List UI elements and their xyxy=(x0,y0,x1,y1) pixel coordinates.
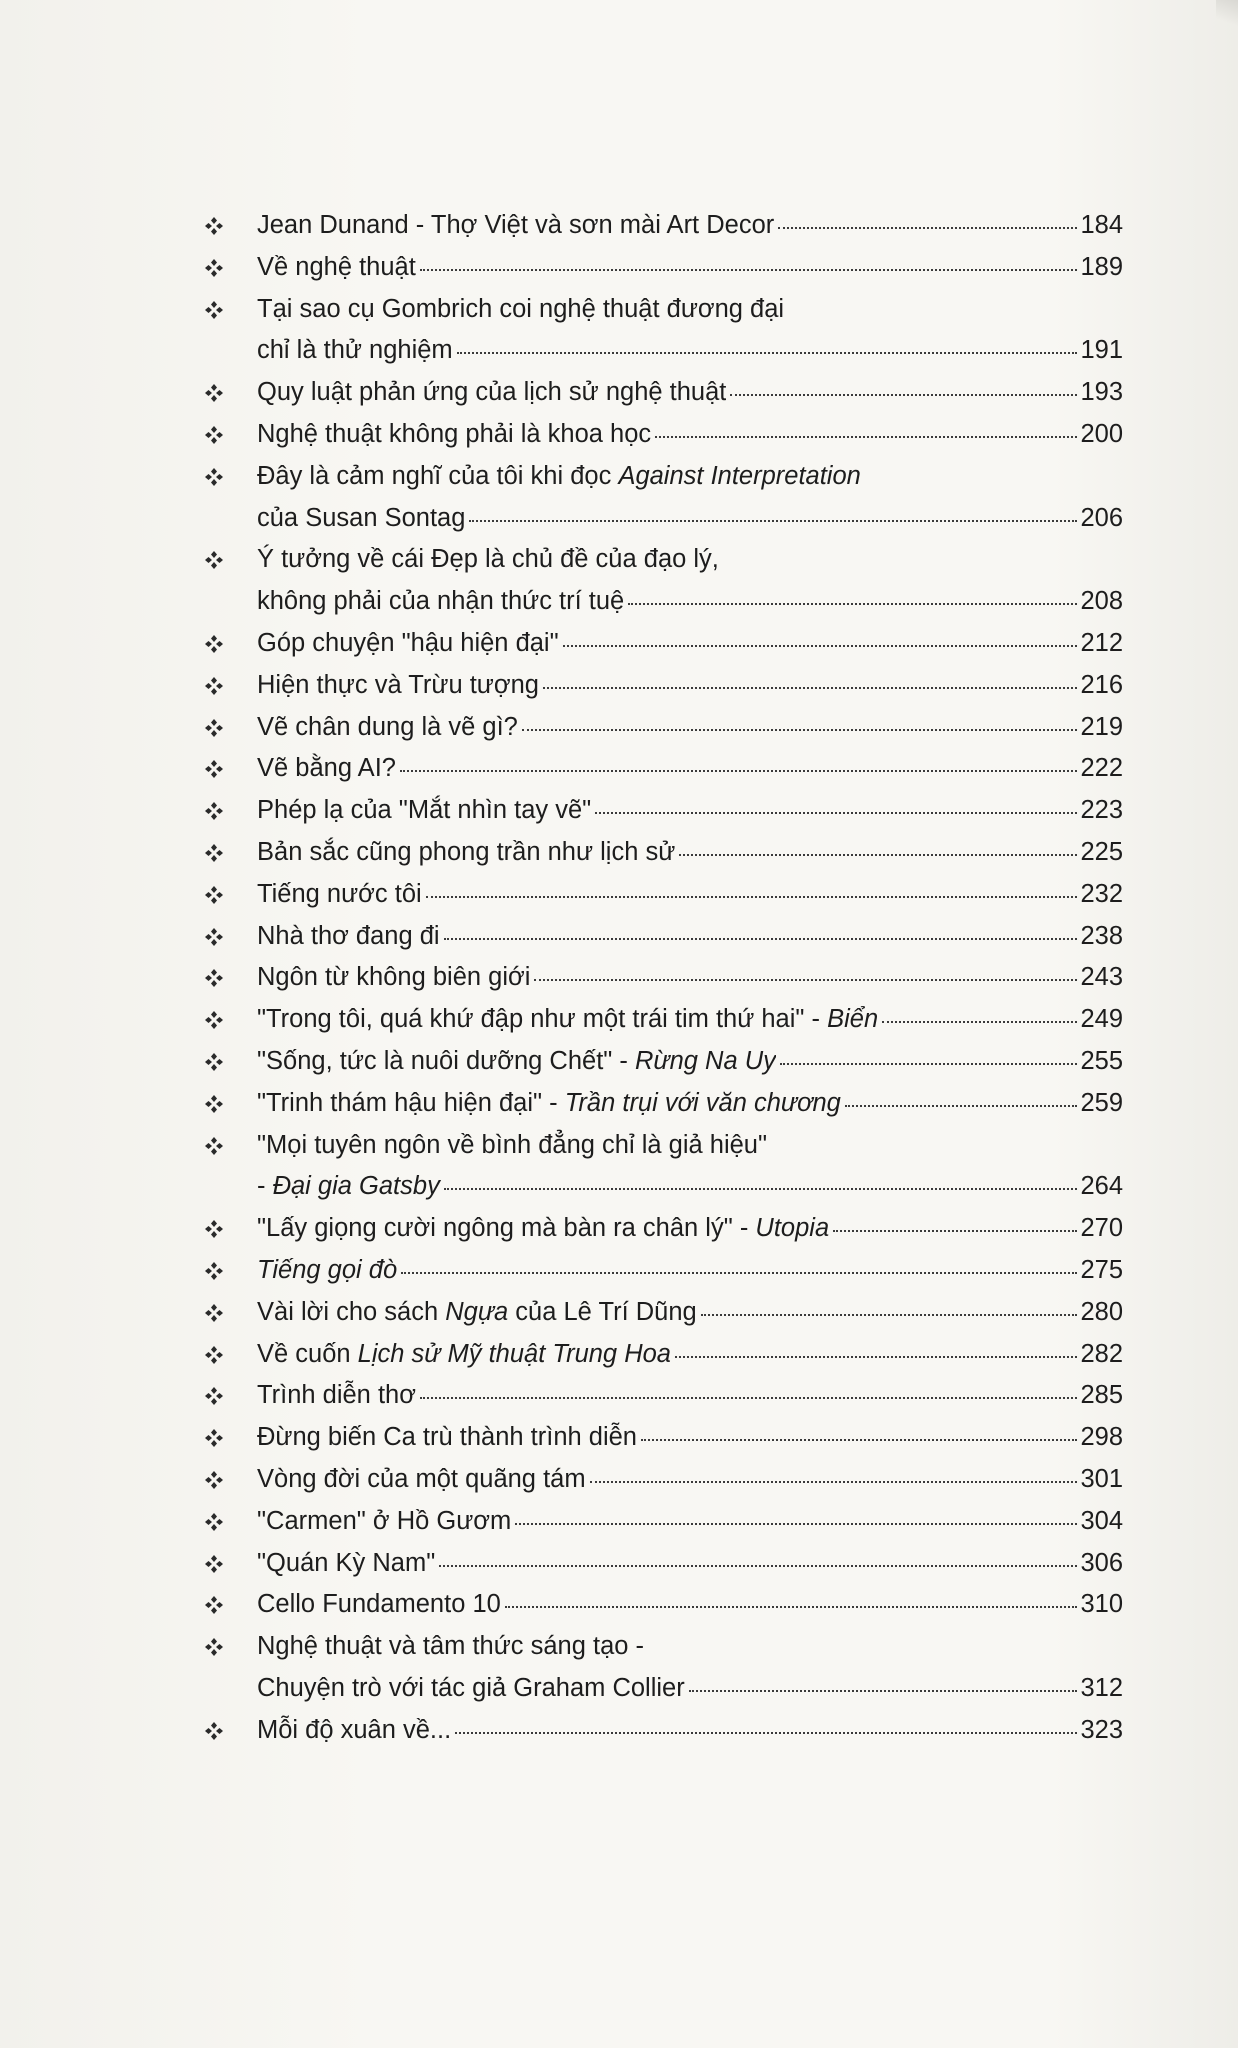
toc-title-text: "Sống, tức là nuôi dưỡng Chết" - xyxy=(257,1046,635,1075)
dot-leader xyxy=(701,1313,1078,1316)
dot-leader xyxy=(505,1605,1078,1608)
four-diamond-bullet-icon xyxy=(205,677,223,695)
toc-entry-title xyxy=(205,790,591,832)
page-corner-shadow xyxy=(1216,0,1238,30)
toc-title-text: Đừng biến Ca trù thành trình diễn xyxy=(257,1423,637,1452)
toc-entry-title xyxy=(205,1375,416,1417)
dot-leader xyxy=(420,268,1078,271)
toc-entry-title-line xyxy=(205,665,1123,707)
four-diamond-bullet-icon xyxy=(205,1596,223,1614)
toc-entry-title xyxy=(205,1334,671,1376)
toc-title-italic-text: Lịch sử Mỹ thuật Trung Hoa xyxy=(357,1339,671,1368)
toc-entry-title xyxy=(205,916,440,958)
toc-title-text: Nhà thơ đang đi xyxy=(257,921,440,950)
four-diamond-bullet-icon xyxy=(205,1387,223,1405)
toc-entry-title-line xyxy=(205,1083,1123,1125)
page-number: 249 xyxy=(1080,1005,1123,1034)
dot-leader xyxy=(590,1480,1078,1483)
toc-title-italic-text: Tiếng gọi đò xyxy=(257,1255,398,1284)
toc-title-text: của Susan Sontag xyxy=(257,503,466,532)
page-number: 306 xyxy=(1080,1548,1123,1577)
page-number: 312 xyxy=(1080,1673,1123,1702)
dot-leader xyxy=(543,686,1077,689)
toc-title-text: Góp chuyện "hậu hiện đại" xyxy=(257,628,559,657)
toc-title-text: "Mọi tuyên ngôn về bình đẳng chỉ là giả hiệu" xyxy=(257,1130,768,1159)
four-diamond-bullet-icon xyxy=(205,928,223,946)
toc-entry-title xyxy=(205,707,518,749)
four-diamond-bullet-icon xyxy=(205,1053,223,1071)
page-number: 184 xyxy=(1080,211,1123,239)
toc-title-text: - xyxy=(257,1172,273,1201)
toc-entry-title xyxy=(205,1208,829,1250)
toc-entry-title xyxy=(205,205,774,247)
dot-leader xyxy=(845,1104,1078,1107)
toc-entry-title-line xyxy=(205,1208,1123,1250)
toc-entry-title-line xyxy=(205,247,1123,289)
page-number: 216 xyxy=(1080,670,1123,699)
toc-title-text: chỉ là thử nghiệm xyxy=(257,336,453,365)
four-diamond-bullet-icon xyxy=(205,1471,223,1489)
toc-entry-title-line xyxy=(205,456,1123,498)
page-number: 222 xyxy=(1080,754,1123,783)
toc-entry xyxy=(205,1417,1123,1459)
toc-entry xyxy=(205,539,1123,623)
toc-title-text: Nghệ thuật và tâm thức sáng tạo - xyxy=(257,1632,645,1661)
toc-entry-title xyxy=(205,289,784,331)
toc-entry xyxy=(205,1334,1123,1376)
dot-leader xyxy=(679,853,1077,856)
page-number: 280 xyxy=(1080,1297,1123,1326)
toc-entry xyxy=(205,1250,1123,1292)
page-number: 270 xyxy=(1080,1214,1123,1243)
toc-entry-title xyxy=(205,1125,767,1167)
four-diamond-bullet-icon xyxy=(205,1220,223,1238)
toc-entry-title xyxy=(205,1501,511,1543)
toc-title-text: Vài lời cho sách xyxy=(257,1297,446,1326)
toc-entry xyxy=(205,456,1123,540)
dot-leader xyxy=(780,1062,1078,1065)
toc-entry-title-line xyxy=(205,205,1123,247)
toc-entry xyxy=(205,1125,1123,1209)
toc-title-text: Đây là cảm nghĩ của tôi khi đọc xyxy=(257,461,619,490)
toc-entry-continuation-line xyxy=(205,1668,1123,1710)
toc-entry-title-line xyxy=(205,1543,1123,1585)
toc-entry-title xyxy=(205,456,861,498)
toc-entry-title xyxy=(205,1417,637,1459)
toc-entry-title xyxy=(205,1668,685,1710)
dot-leader xyxy=(778,226,1077,229)
four-diamond-bullet-icon xyxy=(205,1555,223,1573)
dot-leader xyxy=(641,1438,1077,1441)
dot-leader xyxy=(675,1355,1077,1358)
toc-entry-title xyxy=(205,874,422,916)
four-diamond-bullet-icon xyxy=(205,1304,223,1322)
toc-entry xyxy=(205,665,1123,707)
four-diamond-bullet-icon xyxy=(205,259,223,277)
toc-entry-title xyxy=(205,1292,697,1334)
toc-entry-title-line xyxy=(205,707,1123,749)
four-diamond-bullet-icon xyxy=(205,1095,223,1113)
toc-title-text: Tại sao cụ Gombrich coi nghệ thuật đương đại xyxy=(257,294,785,323)
toc-title-text: "Carmen" ở Hồ Gươm xyxy=(257,1506,512,1535)
toc-entry-title-line xyxy=(205,790,1123,832)
toc-title-text: Cello Fundamento 10 xyxy=(257,1590,501,1619)
toc-entry-title-line xyxy=(205,539,1123,581)
toc-title-italic-text: Rừng Na Uy xyxy=(635,1046,776,1075)
toc-entry xyxy=(205,790,1123,832)
toc-entry xyxy=(205,289,1123,373)
toc-entry xyxy=(205,1041,1123,1083)
toc-title-text: Hiện thực và Trừu tượng xyxy=(257,670,539,699)
toc-entry-title xyxy=(205,1250,397,1292)
toc-entry-title-line xyxy=(205,999,1123,1041)
toc-entry-title-line xyxy=(205,1710,1123,1752)
dot-leader xyxy=(439,1564,1077,1567)
page-number: 200 xyxy=(1080,419,1123,448)
toc-entry-title xyxy=(205,539,719,581)
dot-leader xyxy=(444,1187,1078,1190)
toc-entry-continuation-line xyxy=(205,1166,1123,1208)
toc-title-text: Ngôn từ không biên giới xyxy=(257,963,531,992)
toc-title-text: Ý tưởng về cái Đẹp là chủ đề của đạo lý, xyxy=(257,545,719,574)
toc-entry-title-line xyxy=(205,414,1123,456)
toc-entry xyxy=(205,1292,1123,1334)
toc-entry-title xyxy=(205,1710,451,1752)
page-number: 212 xyxy=(1080,628,1123,657)
page-number: 225 xyxy=(1080,837,1123,866)
toc-entry-title-line xyxy=(205,289,1123,331)
toc-entry-title xyxy=(205,1459,586,1501)
four-diamond-bullet-icon xyxy=(205,1429,223,1447)
four-diamond-bullet-icon xyxy=(205,844,223,862)
toc-title-italic-text: Biển xyxy=(827,1005,879,1034)
four-diamond-bullet-icon xyxy=(205,635,223,653)
toc-title-text: Bản sắc cũng phong trần như lịch sử xyxy=(257,837,676,866)
dot-leader xyxy=(833,1229,1077,1232)
toc-entry-title-line xyxy=(205,1375,1123,1417)
toc-title-text: "Trinh thám hậu hiện đại" - xyxy=(257,1088,565,1117)
page-number: 191 xyxy=(1080,336,1123,365)
toc-title-text: Trình diễn thơ xyxy=(257,1381,416,1410)
toc-title-text: Về nghệ thuật xyxy=(257,252,416,281)
four-diamond-bullet-icon xyxy=(205,719,223,737)
toc-title-text: Về cuốn xyxy=(257,1339,358,1368)
toc-title-italic-text: Utopia xyxy=(755,1214,830,1243)
table-of-contents xyxy=(205,205,1123,1751)
toc-entry-continuation-line xyxy=(205,498,1123,540)
page-number: 243 xyxy=(1080,963,1123,992)
four-diamond-bullet-icon xyxy=(205,384,223,402)
toc-entry-title-line xyxy=(205,372,1123,414)
toc-entry xyxy=(205,1375,1123,1417)
dot-leader xyxy=(515,1522,1077,1525)
page-number: 282 xyxy=(1080,1339,1123,1368)
page-number: 208 xyxy=(1080,587,1123,616)
toc-entry-title xyxy=(205,581,624,623)
dot-leader xyxy=(420,1396,1078,1399)
page-number: 298 xyxy=(1080,1423,1123,1452)
dot-leader xyxy=(628,602,1077,605)
toc-title-text: Vẽ chân dung là vẽ gì? xyxy=(257,712,518,741)
toc-entry-title-line xyxy=(205,748,1123,790)
toc-entry xyxy=(205,623,1123,665)
toc-entry xyxy=(205,874,1123,916)
toc-entry-title xyxy=(205,832,675,874)
toc-title-text: Vẽ bằng AI? xyxy=(257,754,396,783)
toc-entry xyxy=(205,372,1123,414)
four-diamond-bullet-icon xyxy=(205,426,223,444)
toc-entry-title xyxy=(205,957,530,999)
toc-entry-title xyxy=(205,372,726,414)
four-diamond-bullet-icon xyxy=(205,217,223,235)
toc-entry xyxy=(205,1459,1123,1501)
toc-entry-title xyxy=(205,414,651,456)
toc-entry-title xyxy=(205,498,465,540)
four-diamond-bullet-icon xyxy=(205,886,223,904)
toc-entry-title-line xyxy=(205,1334,1123,1376)
page-number: 206 xyxy=(1080,503,1123,532)
toc-entry-title-line xyxy=(205,916,1123,958)
toc-entry-title-line xyxy=(205,1125,1123,1167)
toc-entry xyxy=(205,1626,1123,1710)
four-diamond-bullet-icon xyxy=(205,1346,223,1364)
four-diamond-bullet-icon xyxy=(205,1011,223,1029)
toc-entry xyxy=(205,414,1123,456)
four-diamond-bullet-icon xyxy=(205,1513,223,1531)
page-number: 323 xyxy=(1080,1715,1123,1744)
toc-title-text: không phải của nhận thức trí tuệ xyxy=(257,587,625,616)
toc-title-text: của Lê Trí Dũng xyxy=(508,1297,697,1326)
toc-entry xyxy=(205,957,1123,999)
toc-title-text: Vòng đời của một quãng tám xyxy=(257,1464,586,1493)
toc-entry xyxy=(205,832,1123,874)
toc-entry xyxy=(205,916,1123,958)
toc-entry-continuation-line xyxy=(205,330,1123,372)
toc-entry-title xyxy=(205,1543,435,1585)
four-diamond-bullet-icon xyxy=(205,1638,223,1656)
toc-title-text: Quy luật phản ứng của lịch sử nghệ thuật xyxy=(257,378,727,407)
toc-entry-title-line xyxy=(205,874,1123,916)
toc-entry-title-line xyxy=(205,1041,1123,1083)
toc-entry xyxy=(205,1543,1123,1585)
four-diamond-bullet-icon xyxy=(205,802,223,820)
page-number: 310 xyxy=(1080,1590,1123,1619)
toc-entry xyxy=(205,707,1123,749)
toc-title-text: Jean Dunand - Thợ Việt và sơn mài Art Decor xyxy=(257,211,775,239)
dot-leader xyxy=(689,1689,1078,1692)
toc-entry-title xyxy=(205,1041,776,1083)
toc-entry-title-line xyxy=(205,1292,1123,1334)
dot-leader xyxy=(534,978,1077,981)
dot-leader xyxy=(469,519,1077,522)
toc-entry-title-line xyxy=(205,1250,1123,1292)
toc-title-italic-text: Ngựa xyxy=(445,1297,509,1326)
four-diamond-bullet-icon xyxy=(205,1722,223,1740)
toc-entry-title xyxy=(205,665,539,707)
page-number: 285 xyxy=(1080,1381,1123,1410)
four-diamond-bullet-icon xyxy=(205,468,223,486)
page-number: 259 xyxy=(1080,1088,1123,1117)
toc-entry-title xyxy=(205,623,559,665)
toc-entry-title-line xyxy=(205,1417,1123,1459)
toc-entry-title-line xyxy=(205,832,1123,874)
toc-entry xyxy=(205,205,1123,247)
toc-entry xyxy=(205,1584,1123,1626)
toc-title-text: Chuyện trò với tác giả Graham Collier xyxy=(257,1673,685,1702)
toc-entry xyxy=(205,247,1123,289)
toc-entry-title-line xyxy=(205,623,1123,665)
dot-leader xyxy=(882,1020,1077,1023)
four-diamond-bullet-icon xyxy=(205,760,223,778)
toc-entry-title-line xyxy=(205,1459,1123,1501)
dot-leader xyxy=(655,435,1077,438)
four-diamond-bullet-icon xyxy=(205,1137,223,1155)
toc-entry-title xyxy=(205,1626,644,1668)
dot-leader xyxy=(563,644,1078,647)
toc-title-text: Phép lạ của "Mắt nhìn tay vẽ" xyxy=(257,796,592,825)
toc-entry-title-line xyxy=(205,1584,1123,1626)
page-number: 255 xyxy=(1080,1046,1123,1075)
four-diamond-bullet-icon xyxy=(205,969,223,987)
toc-entry xyxy=(205,1501,1123,1543)
dot-leader xyxy=(522,728,1078,731)
page-number: 219 xyxy=(1080,712,1123,741)
toc-entry-title xyxy=(205,748,396,790)
four-diamond-bullet-icon xyxy=(205,301,223,319)
dot-leader xyxy=(400,769,1077,772)
dot-leader xyxy=(426,895,1078,898)
dot-leader xyxy=(457,351,1078,354)
toc-entry-title xyxy=(205,1584,501,1626)
four-diamond-bullet-icon xyxy=(205,551,223,569)
toc-title-text: Mỗi độ xuân về... xyxy=(257,1715,452,1744)
toc-entry xyxy=(205,1208,1123,1250)
toc-entry-title-line xyxy=(205,1501,1123,1543)
toc-title-italic-text: Trần trụi với văn chương xyxy=(564,1088,841,1117)
page-number: 238 xyxy=(1080,921,1123,950)
page-number: 275 xyxy=(1080,1255,1123,1284)
toc-entry-continuation-line xyxy=(205,581,1123,623)
toc-title-italic-text: Against Interpretation xyxy=(618,461,861,490)
toc-entry xyxy=(205,999,1123,1041)
dot-leader xyxy=(730,393,1077,396)
toc-entry-title xyxy=(205,1083,841,1125)
dot-leader xyxy=(444,937,1078,940)
toc-title-text: Nghệ thuật không phải là khoa học xyxy=(257,419,652,448)
toc-entry-title xyxy=(205,999,878,1041)
page-number: 193 xyxy=(1080,378,1123,407)
toc-title-text: "Quán Kỳ Nam" xyxy=(257,1548,436,1577)
page-number: 223 xyxy=(1080,796,1123,825)
dot-leader xyxy=(455,1731,1077,1734)
page-number: 304 xyxy=(1080,1506,1123,1535)
toc-entry xyxy=(205,748,1123,790)
toc-entry-title xyxy=(205,330,453,372)
toc-entry-title-line xyxy=(205,1626,1123,1668)
toc-title-text: "Trong tôi, quá khứ đập như một trái tim thứ hai" - xyxy=(257,1005,828,1034)
toc-title-italic-text: Đại gia Gatsby xyxy=(272,1172,440,1201)
page-number: 264 xyxy=(1080,1172,1123,1201)
dot-leader xyxy=(401,1271,1077,1274)
toc-entry xyxy=(205,1710,1123,1752)
toc-entry xyxy=(205,1083,1123,1125)
toc-title-text: "Lấy giọng cười ngông mà bàn ra chân lý" - xyxy=(257,1214,756,1243)
toc-title-text: Tiếng nước tôi xyxy=(257,879,422,908)
dot-leader xyxy=(595,811,1077,814)
toc-entry-title-line xyxy=(205,957,1123,999)
toc-entry-title xyxy=(205,1166,440,1208)
toc-entry-title xyxy=(205,247,416,289)
four-diamond-bullet-icon xyxy=(205,1262,223,1280)
page-number: 301 xyxy=(1080,1464,1123,1493)
page-number: 189 xyxy=(1080,252,1123,281)
page-number: 232 xyxy=(1080,879,1123,908)
